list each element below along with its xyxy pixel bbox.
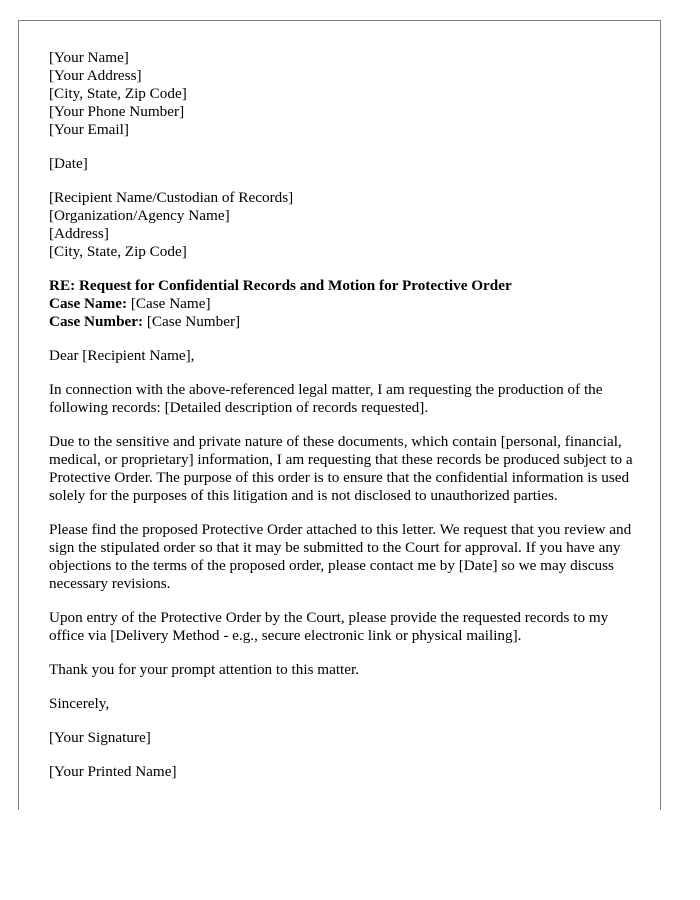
printed-name: [Your Printed Name] (49, 763, 177, 780)
case-number-value: [Case Number] (143, 313, 241, 330)
recipient-block (49, 189, 639, 261)
re-block (49, 277, 639, 331)
letter-date: [Date] (49, 155, 88, 172)
sender-address: [Your Address] (49, 67, 142, 84)
recipient-organization: [Organization/Agency Name] (49, 207, 230, 224)
case-name-line (49, 295, 639, 313)
body-paragraph-5: Thank you for your prompt attention to this matter. (49, 661, 360, 678)
sender-email: [Your Email] (49, 121, 129, 138)
signature: [Your Signature] (49, 729, 151, 746)
re-subject: RE: Request for Confidential Records and Motion for Protective Order (49, 277, 512, 294)
sender-block (49, 49, 639, 139)
case-number-label: Case Number: (49, 313, 144, 330)
body-paragraph-2: Due to the sensitive and private nature of these documents, which contain [personal, financial, medical, or proprietary] information, I am requesting that these records be produced subject to a Protective Order. The purpose of this order is to ensure that the confidential information is used solely for the purposes of this litigation and is not disclosed to unauthorized parties. (49, 433, 633, 504)
case-name-label: Case Name: (49, 295, 128, 312)
sender-name: [Your Name] (49, 49, 129, 66)
recipient-name: [Recipient Name/Custodian of Records] (49, 189, 294, 206)
body-paragraph-3: Please find the proposed Protective Order attached to this letter. We request that you review and sign the stipulated order so that it may be submitted to the Court for approval. If you have any objections to the terms of the proposed order, please contact me by [Date] so we may discuss necessary revisions. (49, 521, 632, 592)
sender-phone: [Your Phone Number] (49, 103, 185, 120)
closing: Sincerely, (49, 695, 110, 712)
recipient-address: [Address] (49, 225, 109, 242)
case-number-line (49, 313, 639, 331)
salutation: Dear [Recipient Name], (49, 347, 195, 364)
body-paragraph-1: In connection with the above-referenced legal matter, I am requesting the production of the following records: [Detailed description of records requested]. (49, 381, 603, 416)
letter-page (18, 20, 661, 810)
case-name-value: [Case Name] (127, 295, 211, 312)
date-block (49, 155, 639, 173)
sender-city-state-zip: [City, State, Zip Code] (49, 85, 187, 102)
letter-content (49, 49, 639, 797)
recipient-city-state-zip: [City, State, Zip Code] (49, 243, 187, 260)
body-paragraph-4: Upon entry of the Protective Order by the Court, please provide the requested records to my office via [Delivery Method - e.g., secure electronic link or physical mailing]. (49, 609, 609, 644)
